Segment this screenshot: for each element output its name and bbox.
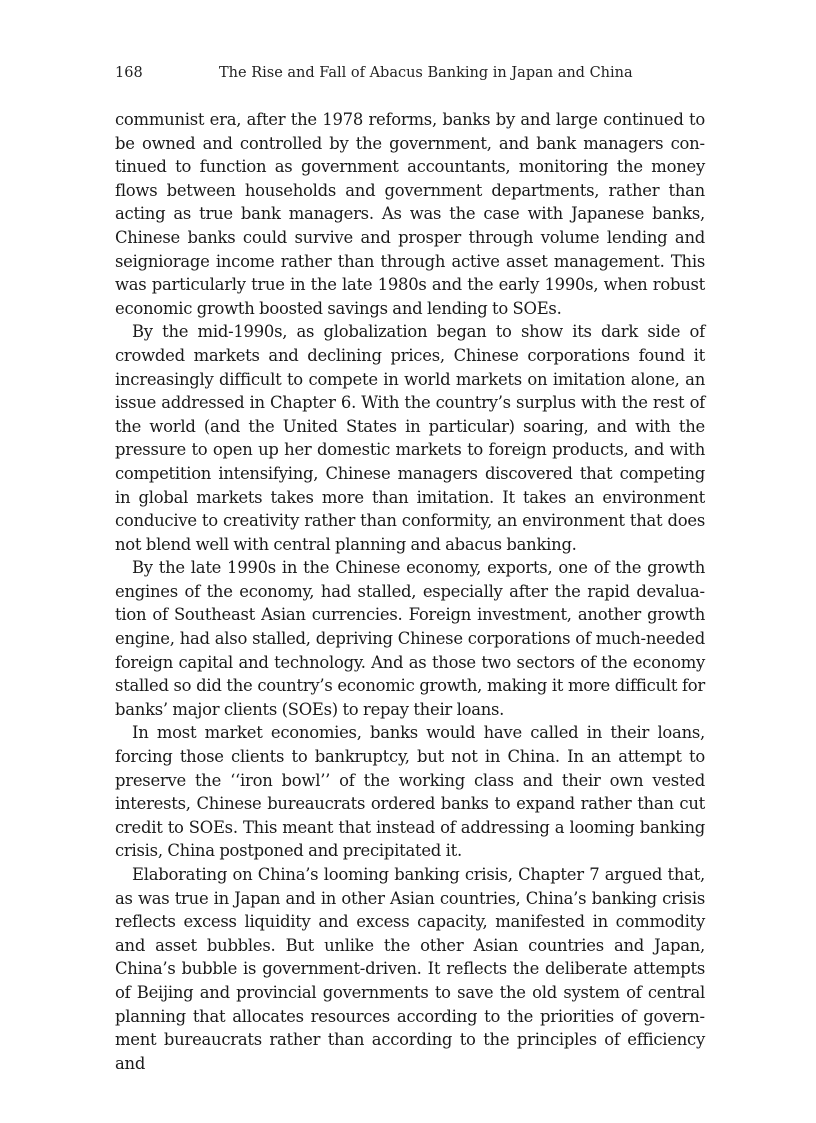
paragraph-late-1990s: By the late 1990s in the Chinese economy, exports, one of the growth engines of the economy, had stalled, especially after the rapid devaluation of Southeast Asian currencies. Foreign investment, another growth engine, had also stalled, depriving Chinese corporations of much-needed foreign capital and technology. And as those two sectors of the economy stalled so did the country’s economic growth, making it more difficult for banks’ major clients (SOEs) to repay their loans. [115,558,705,719]
body-text [115,108,705,1075]
page-number: 168 [115,65,143,81]
paragraph-banking-crisis: Elaborating on China’s looming banking crisis, Chapter 7 argued that, as was true in Japan and in other Asian countries, China’s banking crisis reflects excess liquidity and excess capacity, manifested in commodity and asset bubbles. But unlike the other Asian countries and Japan, China’s bubble is government-driven. It reflects the deliberate attempts of Beijing and provincial governments to save the old system of central planning that allocates resources according to the priorities of government bureaucrats rather than according to the principles of efficiency and [115,865,705,1073]
running-head [115,63,705,83]
paragraph-market-economies: In most market economies, banks would have called in their loans, forcing those clients to bankruptcy, but not in China. In an attempt to preserve the ‘‘iron bowl’’ of the working class and their own vested interests, Chinese bureaucrats ordered banks to expand rather than cut credit to SOEs. This meant that instead of addressing a looming banking crisis, China postponed and precipitated it. [115,723,705,861]
paragraph-globalization: By the mid-1990s, as globalization began to show its dark side of crowded markets and declining prices, Chinese corporations found it increasingly difficult to compete in world markets on imitation alone, an issue addressed in Chapter 6. With the country’s surplus with the rest of the world (and the United States in particular) soaring, and with the pressure to open up her domestic markets to foreign products, and with competition intensifying, Chinese managers discovered that competing in global markets takes more than imitation. It takes an environment conducive to creativity rather than conformity, an environment that does not blend well with central planning and abacus banking. [115,322,705,554]
running-title: The Rise and Fall of Abacus Banking in Japan and China [219,65,633,81]
paragraph-continued: communist era, after the 1978 reforms, banks by and large continued to be owned and controlled by the government, and bank managers continued to function as government accountants, monitoring the money flows between households and government departments, rather than acting as true bank managers. As was the case with Japanese banks, Chinese banks could survive and prosper through volume lending and seigniorage income rather than through active asset management. This was particularly true in the late 1980s and the early 1990s, when robust economic growth boosted savings and lending to SOEs. [115,110,705,318]
